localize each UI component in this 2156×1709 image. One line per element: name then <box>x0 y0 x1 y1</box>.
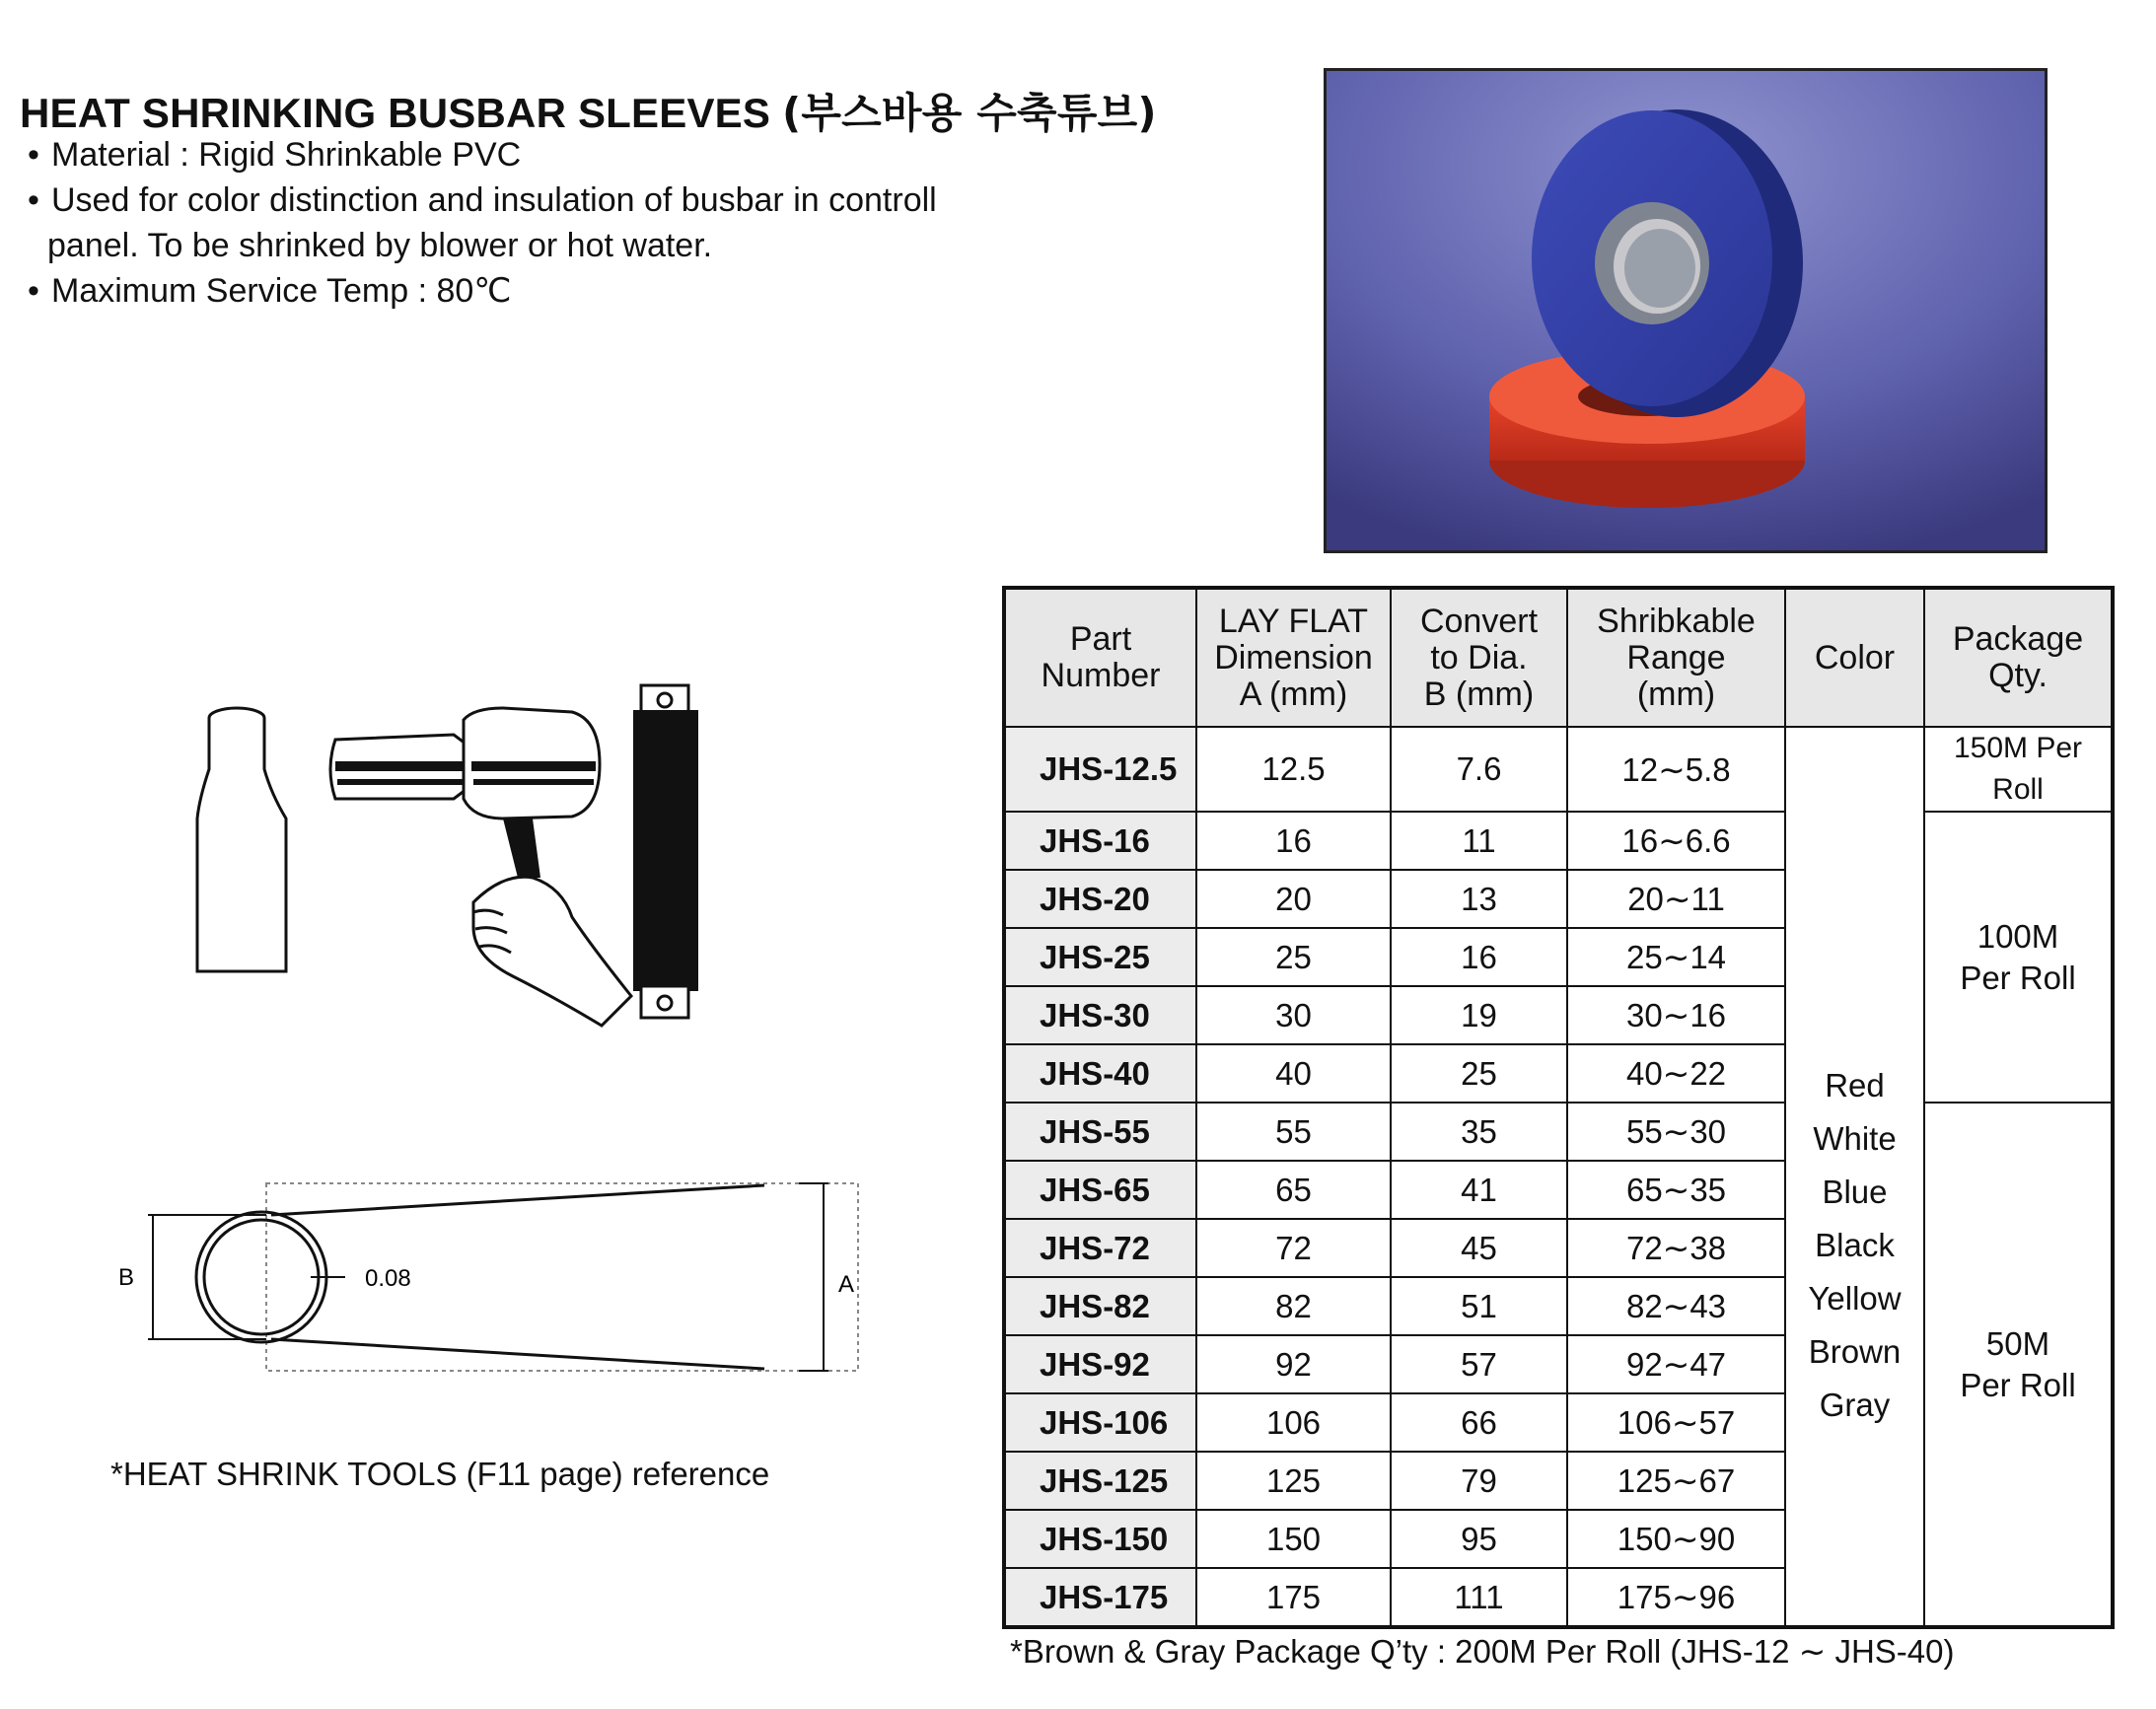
bullet-dot: • <box>28 272 39 310</box>
header-layflat <box>1196 588 1391 727</box>
cell-convert: 11 <box>1391 812 1567 870</box>
label-thickness: 0.08 <box>365 1265 411 1292</box>
cell-layflat: 12.5 <box>1196 727 1391 812</box>
cell-part: JHS-16 <box>1004 812 1196 870</box>
header-line: Package <box>1952 620 2084 658</box>
cell-convert: 95 <box>1391 1510 1567 1568</box>
header-line: Part <box>1069 620 1132 658</box>
cell-convert: 25 <box>1391 1044 1567 1103</box>
cell-part: JHS-92 <box>1004 1335 1196 1393</box>
cell-convert: 13 <box>1391 870 1567 928</box>
cell-convert: 35 <box>1391 1103 1567 1161</box>
cell-layflat: 40 <box>1196 1044 1391 1103</box>
cell-range: 12∼5.8 <box>1567 727 1785 812</box>
cell-part: JHS-20 <box>1004 870 1196 928</box>
cell-package-50m <box>1924 1103 2113 1627</box>
header-line: Number <box>1041 657 1161 694</box>
bullet-usage-continuation: panel. To be shrinked by blower or hot water. <box>47 227 713 264</box>
header-line: B (mm) <box>1423 675 1535 713</box>
cell-range: 175∼96 <box>1567 1568 1785 1627</box>
cell-layflat: 150 <box>1196 1510 1391 1568</box>
color-item: Brown <box>1808 1333 1902 1370</box>
cell-part: JHS-40 <box>1004 1044 1196 1103</box>
cell-part: JHS-106 <box>1004 1393 1196 1452</box>
package-line: 100M <box>1976 917 2059 955</box>
title-korean: (부스바용 수축튜브) <box>781 89 1157 137</box>
package-footnote: *Brown & Gray Package Q’ty : 200M Per Roll (JHS-12 ∼ JHS-40) <box>1010 1633 1955 1670</box>
cell-convert: 111 <box>1391 1568 1567 1627</box>
cell-range: 150∼90 <box>1567 1510 1785 1568</box>
heat-gun-icon <box>330 708 600 878</box>
cell-convert: 7.6 <box>1391 727 1567 812</box>
cell-layflat: 125 <box>1196 1452 1391 1510</box>
color-item: Gray <box>1819 1387 1891 1423</box>
table-row <box>1004 727 2113 812</box>
label-a: A <box>838 1271 855 1298</box>
package-line: Per Roll <box>1960 959 2076 996</box>
cell-layflat: 72 <box>1196 1219 1391 1277</box>
hand-icon <box>473 877 631 1026</box>
title-english: HEAT SHRINKING BUSBAR SLEEVES <box>20 90 771 136</box>
header-color <box>1785 588 1924 727</box>
cell-range: 20∼11 <box>1567 870 1785 928</box>
header-line: A (mm) <box>1239 675 1348 713</box>
cell-range: 106∼57 <box>1567 1393 1785 1452</box>
cell-convert: 41 <box>1391 1161 1567 1219</box>
color-item: White <box>1813 1120 1897 1157</box>
cell-layflat: 65 <box>1196 1161 1391 1219</box>
cell-package-150m: 150M Per Roll <box>1924 727 2113 812</box>
sleeve-tube-icon <box>197 708 286 971</box>
table-header-row <box>1004 588 2113 727</box>
cell-convert: 51 <box>1391 1277 1567 1335</box>
cell-convert: 66 <box>1391 1393 1567 1452</box>
cell-range: 65∼35 <box>1567 1161 1785 1219</box>
header-convert <box>1391 588 1567 727</box>
cell-layflat: 175 <box>1196 1568 1391 1627</box>
cell-convert: 57 <box>1391 1335 1567 1393</box>
bullet-dot: • <box>28 136 39 174</box>
cell-layflat: 82 <box>1196 1277 1391 1335</box>
color-item: Red <box>1825 1067 1885 1104</box>
cell-part: JHS-55 <box>1004 1103 1196 1161</box>
header-line: (mm) <box>1636 675 1716 713</box>
cell-part: JHS-82 <box>1004 1277 1196 1335</box>
cell-layflat: 16 <box>1196 812 1391 870</box>
bullet-text: Material : Rigid Shrinkable PVC <box>51 136 522 174</box>
dimension-diagram <box>108 1164 868 1390</box>
cell-convert: 19 <box>1391 986 1567 1044</box>
bullet-material <box>28 132 1093 178</box>
cell-part: JHS-65 <box>1004 1161 1196 1219</box>
cell-range: 30∼16 <box>1567 986 1785 1044</box>
color-item: Blue <box>1822 1174 1888 1210</box>
package-line: 50M <box>1985 1324 2050 1362</box>
tools-reference-note: *HEAT SHRINK TOOLS (F11 page) reference <box>110 1456 770 1492</box>
spec-table <box>1002 586 2115 1629</box>
cell-part: JHS-30 <box>1004 986 1196 1044</box>
color-item: Black <box>1815 1227 1895 1263</box>
bullet-usage <box>28 178 1093 223</box>
cell-part: JHS-175 <box>1004 1568 1196 1627</box>
cell-part: JHS-150 <box>1004 1510 1196 1568</box>
cell-layflat: 20 <box>1196 870 1391 928</box>
cell-range: 125∼67 <box>1567 1452 1785 1510</box>
cell-color-list <box>1785 727 1924 1627</box>
cell-package-100m <box>1924 812 2113 1103</box>
busbar-sleeve-icon <box>633 685 698 1018</box>
header-line: Color <box>1814 638 1896 676</box>
cell-layflat: 30 <box>1196 986 1391 1044</box>
cell-part: JHS-72 <box>1004 1219 1196 1277</box>
cell-part: JHS-25 <box>1004 928 1196 986</box>
table-row <box>1004 1103 2113 1161</box>
header-part-number <box>1004 588 1196 727</box>
header-line: Convert <box>1419 602 1539 640</box>
color-item: Yellow <box>1808 1280 1902 1317</box>
bullet-text: Used for color distinction and insulation of busbar in controll <box>51 181 937 219</box>
cell-layflat: 92 <box>1196 1335 1391 1393</box>
sleeve-rolls-image <box>1327 71 2045 550</box>
header-line: Qty. <box>1988 657 2048 694</box>
header-line: LAY FLAT <box>1218 602 1369 640</box>
header-line: Dimension <box>1214 638 1373 676</box>
header-package <box>1924 588 2113 727</box>
product-photo <box>1324 68 2048 553</box>
table-row <box>1004 812 2113 870</box>
cell-range: 72∼38 <box>1567 1219 1785 1277</box>
label-b: B <box>118 1264 135 1291</box>
header-range <box>1567 588 1785 727</box>
package-line: Per Roll <box>1960 1366 2076 1403</box>
cell-range: 92∼47 <box>1567 1335 1785 1393</box>
cell-part: JHS-12.5 <box>1004 727 1196 812</box>
feature-list <box>28 132 1093 314</box>
cell-layflat: 25 <box>1196 928 1391 986</box>
cell-convert: 79 <box>1391 1452 1567 1510</box>
header-line: Shribkable <box>1597 602 1756 640</box>
cell-convert: 45 <box>1391 1219 1567 1277</box>
cell-range: 82∼43 <box>1567 1277 1785 1335</box>
bullet-temperature <box>28 268 1093 314</box>
cell-range: 16∼6.6 <box>1567 812 1785 870</box>
cell-layflat: 106 <box>1196 1393 1391 1452</box>
cell-layflat: 55 <box>1196 1103 1391 1161</box>
cell-convert: 16 <box>1391 928 1567 986</box>
heat-gun-illustration <box>178 671 888 1045</box>
cell-range: 55∼30 <box>1567 1103 1785 1161</box>
cell-range: 40∼22 <box>1567 1044 1785 1103</box>
bullet-text: Maximum Service Temp : 80℃ <box>51 272 512 310</box>
header-line: Range <box>1626 638 1726 676</box>
header-line: to Dia. <box>1430 638 1528 676</box>
cell-range: 25∼14 <box>1567 928 1785 986</box>
bullet-dot: • <box>28 181 39 219</box>
cell-part: JHS-125 <box>1004 1452 1196 1510</box>
page-title <box>20 81 1157 140</box>
